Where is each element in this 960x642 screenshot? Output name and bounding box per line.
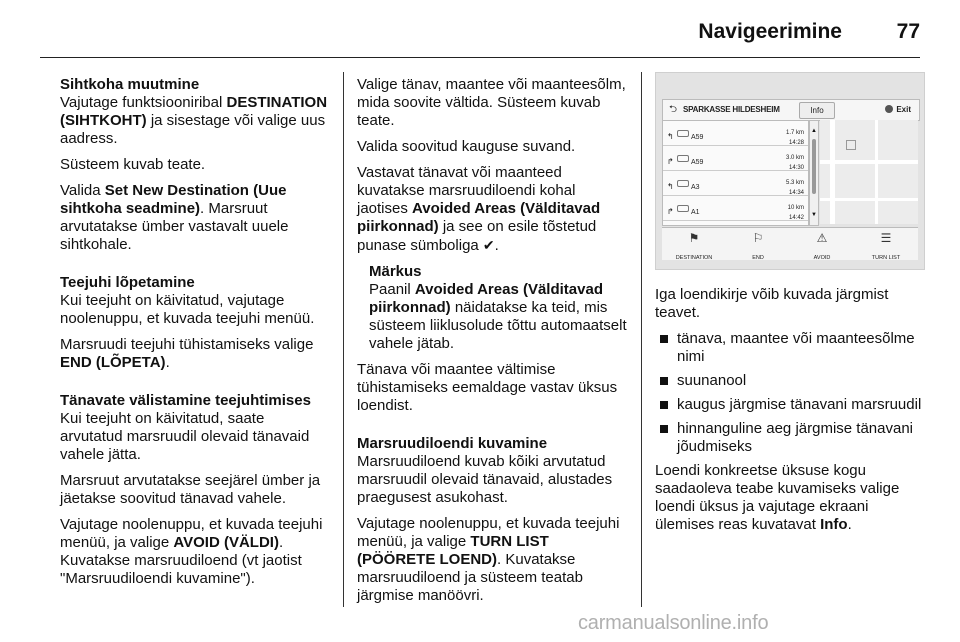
button-label: DESTINATION	[675, 255, 713, 261]
page-number: 77	[896, 20, 920, 43]
heading-exclude-streets: Tänavate välistamine teejuhtimises	[60, 392, 311, 409]
turn-arrow-icon: ↱	[667, 157, 674, 166]
turn-list-row	[663, 171, 808, 196]
road-icon	[677, 130, 689, 137]
turn-list-button	[854, 228, 918, 260]
button-label: TURN LIST	[871, 255, 901, 261]
map-area	[820, 120, 918, 224]
bullet-icon	[660, 401, 668, 409]
road-distance: 10 km	[787, 205, 804, 211]
turn-list-row	[663, 146, 808, 171]
turn-arrow-icon: ↰	[667, 182, 674, 191]
list-item: hinnanguline aeg järgmise tänavani jõudmiseks	[655, 420, 925, 456]
road-name: A59	[691, 134, 704, 141]
button-label: AVOID	[813, 255, 831, 261]
paragraph: Iga loendikirje võib kuvada järgmist teavet.	[655, 286, 889, 321]
list-item: tänava, maantee või maanteesõlme nimi	[655, 330, 925, 366]
screen-function-bar	[662, 227, 918, 260]
paragraph: Vastavat tänavat või maanteed kuvatakse marsruudiloendi kohal jaotises Avoided Areas (Välditavad piirkonnad) ja see on esile tõstetud punase sümboliga ✔.	[357, 164, 601, 254]
paragraph: Vajutage noolenuppu, et kuvada teejuhi menüü, ja valige TURN LIST (PÖÖRETE LOEND). Kuvatakse marsruudiloend ja süsteem teatab järgmise manöövri.	[357, 515, 620, 604]
bullet-icon	[660, 425, 668, 433]
back-arrow-icon: ⮌	[668, 104, 677, 115]
column-divider-1	[343, 72, 344, 607]
column-2	[357, 76, 629, 613]
paragraph: Tänava või maantee vältimise tühistamiseks eemaldage vastav üksus loendist.	[357, 361, 618, 414]
button-label: END	[752, 255, 764, 261]
road-icon	[677, 205, 689, 212]
paragraph: Valida soovitud kauguse suvand.	[357, 138, 576, 155]
road-name: A1	[691, 209, 700, 216]
paragraph: Marsruudi teejuhi tühistamiseks valige END (LÕPETA).	[60, 336, 314, 371]
paragraph: Süsteem kuvab teate.	[60, 156, 206, 173]
turn-arrow-icon: ↰	[667, 132, 674, 141]
paragraph: Valida Set New Destination (Uue sihtkoha seadmine). Marsruut arvutatakse ümber vastavalt uuele sihtkohale.	[60, 182, 289, 253]
paragraph: Vajutage noolenuppu, et kuvada teejuhi menüü, ja valige AVOID (VÄLDI). Kuvatakse marsruudiloend (vt jaotist "Marsruudiloendi kuvamine").	[60, 516, 323, 587]
column-1	[60, 76, 328, 596]
paragraph: Vajutage funktsiooniribal DESTINATION (SIHTKOHT) ja sisestage või valige uus aadress.	[60, 94, 328, 147]
road-time: 14:42	[788, 215, 804, 221]
screen-scrollbar	[809, 120, 819, 226]
paragraph: Valige tänav, maantee või maanteesõlm, mida soovite vältida. Süsteem kuvab teate.	[357, 76, 626, 129]
paragraph: Marsruut arvutatakse seejärel ümber ja jäetakse soovitud tänavad vahele.	[60, 472, 321, 507]
bullet-icon	[660, 377, 668, 385]
note-text: Paanil Avoided Areas (Välditavad piirkonnad) näidatakse ka teid, mis süsteem liiklusolude tõttu automaatselt vahele jätab.	[369, 281, 627, 352]
road-distance: 5.3 km	[785, 180, 804, 186]
paragraph: Loendi konkreetse üksuse kogu saadaoleva teabe kuvamiseks valige loendi üksus ja vajutage ekraani ülemises reas kuvatavat Info.	[655, 462, 900, 533]
road-distance: 3.0 km	[785, 155, 804, 161]
turn-list-panel	[662, 120, 809, 226]
turn-arrow-icon: ↱	[667, 207, 674, 216]
info-bullet-list	[655, 330, 925, 456]
turn-list-row	[663, 121, 808, 146]
list-item: suunanool	[655, 372, 925, 390]
destination-flag-icon: ⚑	[688, 231, 700, 245]
info-tab: Info	[799, 102, 835, 119]
road-name: A3	[691, 184, 700, 191]
page-header	[0, 0, 960, 60]
avoid-icon: ⚠	[816, 231, 828, 245]
bullet-icon	[660, 335, 668, 343]
paragraph: Marsruudiloend kuvab kõiki arvutatud marsruudil olevaid tänavaid, alustades praegusest asukohast.	[357, 453, 613, 506]
exit-icon	[885, 105, 893, 113]
paragraph: Kui teejuht on käivitatud, saate arvutatud marsruudil olevaid tänavaid vahele jätta.	[60, 410, 310, 463]
column-divider-2	[641, 72, 642, 607]
header-divider	[40, 57, 920, 58]
column-3	[655, 76, 925, 542]
scroll-thumb	[812, 139, 816, 194]
avoid-button	[790, 228, 854, 260]
road-icon	[677, 180, 689, 187]
note-title: Märkus	[369, 263, 422, 280]
heading-route-list: Marsruudiloendi kuvamine	[357, 435, 548, 452]
end-button	[726, 228, 790, 260]
watermark: carmanualsonline.info	[578, 612, 769, 634]
list-item: kaugus järgmise tänavani marsruudil	[655, 396, 925, 414]
page-title: Navigeerimine	[698, 20, 842, 43]
scroll-up-icon: ▲	[811, 128, 817, 134]
destination-title: SPARKASSE HILDESHEIM	[683, 105, 780, 114]
road-time: 14:28	[788, 140, 804, 146]
heading-end-guidance: Teejuhi lõpetamine	[60, 274, 195, 291]
paragraph: Kui teejuht on käivitatud, vajutage noolenuppu, et kuvada teejuhi menüü.	[60, 292, 315, 327]
scroll-down-icon: ▼	[811, 212, 817, 218]
end-flag-icon: ⚐	[752, 231, 764, 245]
navigation-screen-image	[655, 72, 925, 270]
road-distance: 1.7 km	[785, 130, 804, 136]
note-box	[369, 263, 629, 353]
road-time: 14:34	[788, 190, 804, 196]
screen-top-bar	[662, 99, 920, 121]
check-icon: ✔	[482, 237, 495, 253]
destination-button	[662, 228, 726, 260]
road-icon	[677, 155, 689, 162]
road-name: A59	[691, 159, 704, 166]
turn-list-icon: ☰	[880, 231, 892, 245]
turn-list-row	[663, 196, 808, 221]
heading-change-destination: Sihtkoha muutmine	[60, 76, 200, 93]
exit-button: Exit	[885, 100, 911, 120]
road-time: 14:30	[788, 165, 804, 171]
